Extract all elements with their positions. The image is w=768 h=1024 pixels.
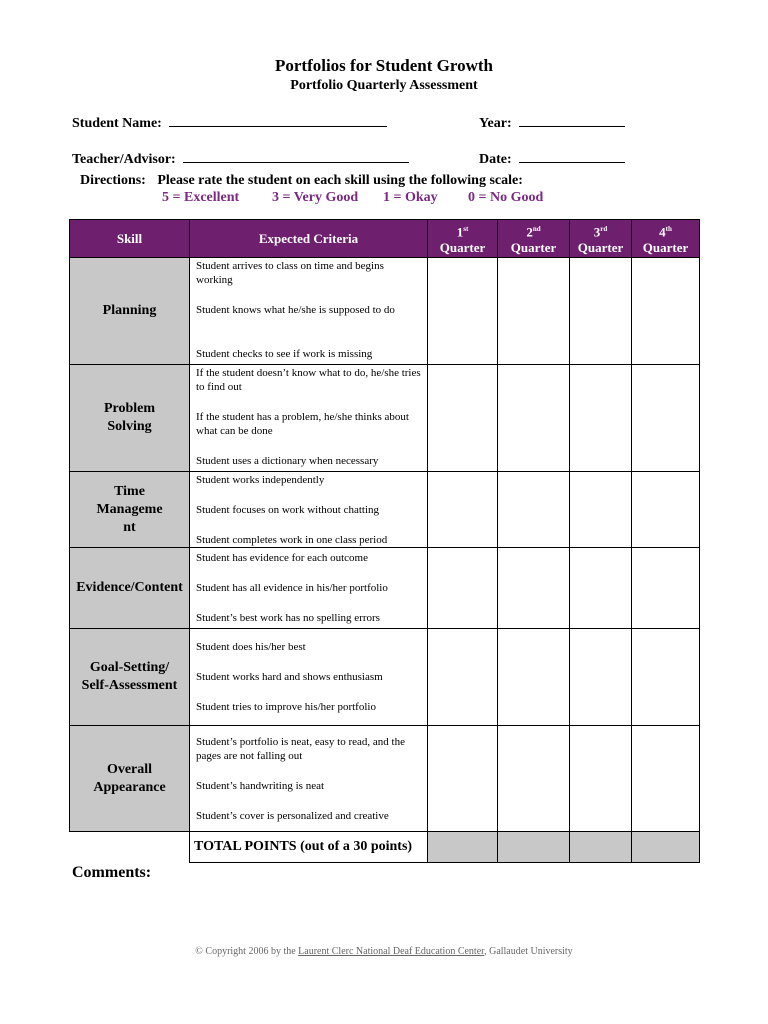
total-blank-cell bbox=[70, 832, 190, 863]
year-label: Year: bbox=[479, 116, 512, 131]
assessment-table bbox=[69, 219, 700, 863]
table-row bbox=[70, 365, 700, 472]
criteria-cell: Student arrives to class on time and begins working Student knows what he/she is supposed to do Student checks to see if work is missing bbox=[190, 258, 428, 365]
header-q1: 1st Quarter bbox=[428, 220, 498, 258]
score-cell-q3[interactable] bbox=[570, 258, 632, 365]
score-cell-q3[interactable] bbox=[570, 629, 632, 726]
date-field bbox=[479, 150, 625, 168]
total-cell-q2[interactable] bbox=[498, 832, 570, 863]
total-cell-q3[interactable] bbox=[570, 832, 632, 863]
scale-excellent: 5 = Excellent bbox=[162, 190, 240, 205]
score-cell-q2[interactable] bbox=[498, 472, 570, 548]
total-cell-q4[interactable] bbox=[632, 832, 700, 863]
skill-cell: Planning bbox=[70, 258, 190, 365]
directions-text: Please rate the student on each skill using the following scale: bbox=[157, 173, 523, 188]
criteria-cell: Student works independently Student focuses on work without chatting Student completes work in one class period bbox=[190, 472, 428, 548]
criteria-cell: If the student doesn’t know what to do, he/she tries to find out If the student has a problem, he/she thinks about what can be done Student uses a dictionary when necessary bbox=[190, 365, 428, 472]
score-cell-q4[interactable] bbox=[632, 258, 700, 365]
table-header-row bbox=[70, 220, 700, 258]
total-points-label: TOTAL POINTS (out of a 30 points) bbox=[190, 832, 428, 863]
score-cell-q3[interactable] bbox=[570, 726, 632, 832]
teacher-label: Teacher/Advisor: bbox=[72, 152, 176, 167]
date-line[interactable] bbox=[519, 150, 625, 163]
score-cell-q4[interactable] bbox=[632, 548, 700, 629]
total-row bbox=[70, 832, 700, 863]
score-cell-q4[interactable] bbox=[632, 726, 700, 832]
table-row bbox=[70, 726, 700, 832]
score-cell-q2[interactable] bbox=[498, 258, 570, 365]
score-cell-q3[interactable] bbox=[570, 548, 632, 629]
score-cell-q1[interactable] bbox=[428, 726, 498, 832]
header-q3: 3rd Quarter bbox=[570, 220, 632, 258]
table-row bbox=[70, 548, 700, 629]
criteria-cell: Student does his/her best Student works hard and shows enthusiasm Student tries to improve his/her portfolio bbox=[190, 629, 428, 726]
criteria-cell: Student has evidence for each outcome Student has all evidence in his/her portfolio Student’s best work has no spelling errors bbox=[190, 548, 428, 629]
page-subtitle: Portfolio Quarterly Assessment bbox=[290, 78, 478, 93]
directions-label: Directions: bbox=[80, 173, 146, 188]
footer-link[interactable]: Laurent Clerc National Deaf Education Center bbox=[298, 946, 485, 957]
criteria-cell: Student’s portfolio is neat, easy to read, and the pages are not falling out Student’s handwriting is neat Student’s cover is personalized and creative bbox=[190, 726, 428, 832]
skill-cell: Problem Solving bbox=[70, 365, 190, 472]
student-name-line[interactable] bbox=[169, 114, 387, 127]
student-name-field bbox=[72, 114, 387, 132]
score-cell-q3[interactable] bbox=[570, 365, 632, 472]
date-label: Date: bbox=[479, 152, 512, 167]
scale-very-good: 3 = Very Good bbox=[272, 190, 359, 205]
header-criteria: Expected Criteria bbox=[190, 220, 428, 258]
teacher-field bbox=[72, 150, 409, 168]
score-cell-q2[interactable] bbox=[498, 365, 570, 472]
header-skill: Skill bbox=[70, 220, 190, 258]
score-cell-q1[interactable] bbox=[428, 472, 498, 548]
header-q2: 2nd Quarter bbox=[498, 220, 570, 258]
directions bbox=[80, 173, 523, 189]
score-cell-q1[interactable] bbox=[428, 258, 498, 365]
score-cell-q1[interactable] bbox=[428, 548, 498, 629]
scale-no-good: 0 = No Good bbox=[468, 190, 544, 205]
page-title: Portfolios for Student Growth bbox=[274, 56, 493, 75]
skill-cell: Goal-Setting/ Self-Assessment bbox=[70, 629, 190, 726]
teacher-line[interactable] bbox=[183, 150, 409, 163]
score-cell-q2[interactable] bbox=[498, 548, 570, 629]
comments-label: Comments: bbox=[72, 864, 152, 881]
skill-cell: Time Manageme nt bbox=[70, 472, 190, 548]
table-row bbox=[70, 472, 700, 548]
total-cell-q1[interactable] bbox=[428, 832, 498, 863]
scale-okay: 1 = Okay bbox=[383, 190, 438, 205]
skill-cell: Evidence/Content bbox=[70, 548, 190, 629]
score-cell-q1[interactable] bbox=[428, 365, 498, 472]
score-cell-q2[interactable] bbox=[498, 629, 570, 726]
table-row bbox=[70, 629, 700, 726]
year-field bbox=[479, 114, 625, 132]
score-cell-q2[interactable] bbox=[498, 726, 570, 832]
score-cell-q4[interactable] bbox=[632, 365, 700, 472]
score-cell-q4[interactable] bbox=[632, 629, 700, 726]
score-cell-q4[interactable] bbox=[632, 472, 700, 548]
table-row bbox=[70, 258, 700, 365]
header-q4: 4th Quarter bbox=[632, 220, 700, 258]
footer bbox=[0, 946, 768, 957]
skill-cell: Overall Appearance bbox=[70, 726, 190, 832]
footer-suffix: , Gallaudet University bbox=[484, 946, 573, 957]
footer-prefix: © Copyright 2006 by the bbox=[195, 946, 299, 957]
student-name-label: Student Name: bbox=[72, 116, 162, 131]
year-line[interactable] bbox=[519, 114, 625, 127]
score-cell-q3[interactable] bbox=[570, 472, 632, 548]
score-cell-q1[interactable] bbox=[428, 629, 498, 726]
